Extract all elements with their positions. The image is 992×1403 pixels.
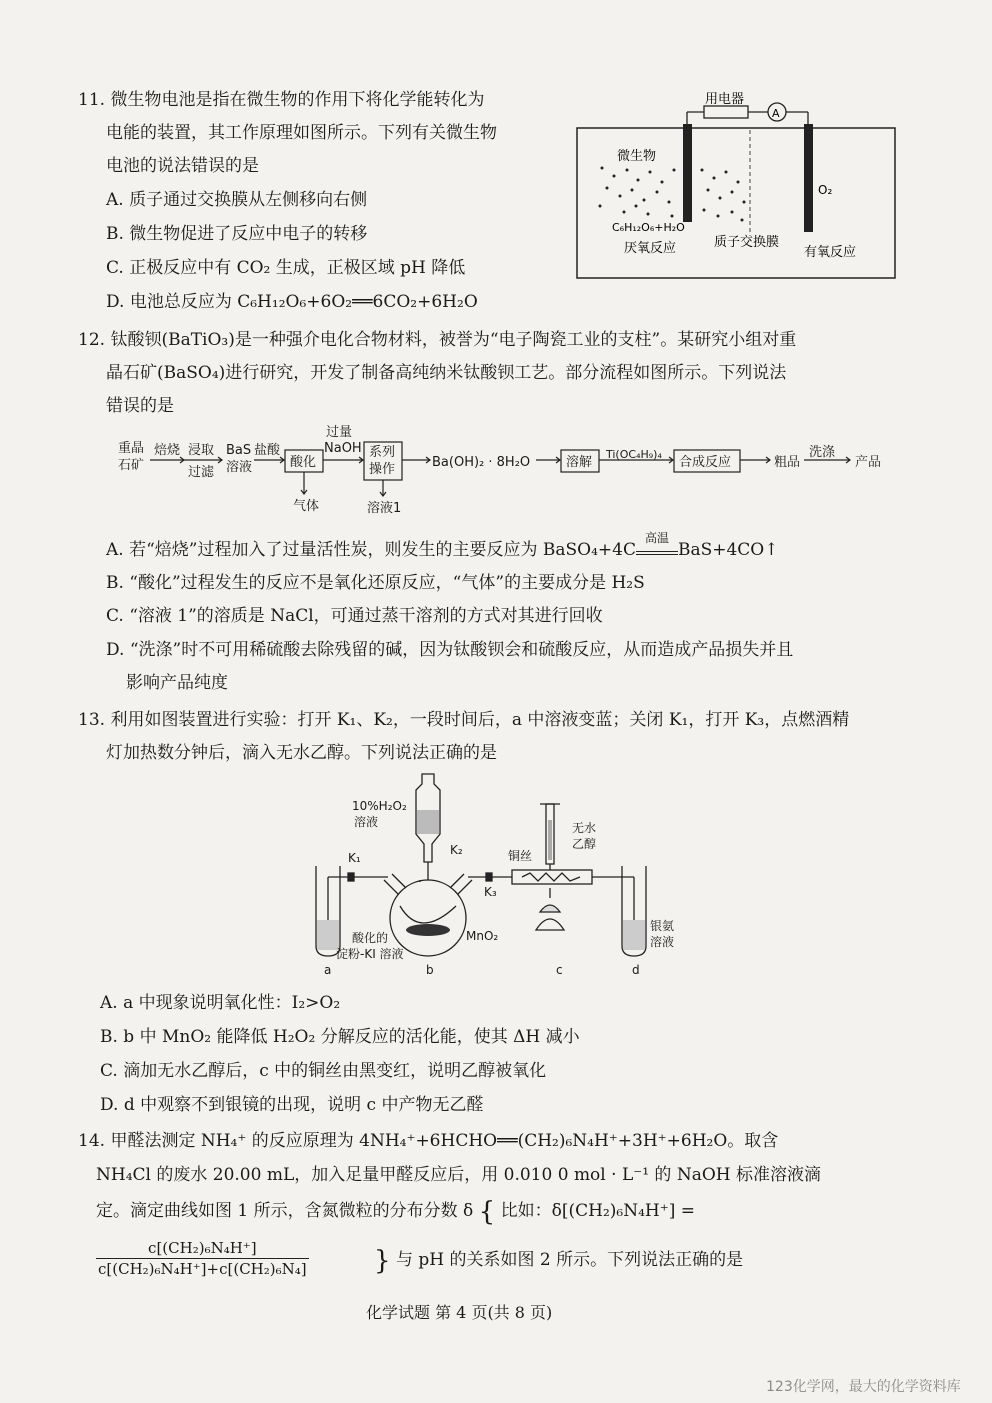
right-brace: }: [374, 1246, 391, 1276]
silver-line1: 银氨: [650, 919, 675, 933]
glucose-label: C₆H₁₂O₆+H₂O: [612, 221, 685, 234]
left-brace: {: [478, 1197, 496, 1227]
baoh-label: Ba(OH)₂ · 8H₂O: [432, 455, 531, 470]
acidify-label: 酸化: [290, 455, 317, 470]
ore-line1: 重晶: [118, 441, 145, 456]
series-line2: 操作: [369, 462, 396, 477]
q11-option-d: D. 电池总反应为 C₆H₁₂O₆+6O₂══6CO₂+6H₂O: [106, 292, 478, 312]
label-c: c: [556, 963, 563, 977]
ore-line2: 石矿: [118, 458, 145, 473]
wash-label: 洗涤: [809, 445, 836, 460]
watermark: 123化学网，最大的化学资料库: [766, 1379, 961, 1395]
ethanol-line1: 无水: [572, 821, 597, 835]
q12-option-a-text: A. 若“焙烧”过程加入了过量活性炭，则发生的主要反应为 BaSO₄+4C: [106, 540, 636, 560]
microbial-cell-diagram: [572, 86, 902, 282]
q13-option-a: A. a 中现象说明氧化性：I₂>O₂: [100, 993, 341, 1013]
crude-label: 粗品: [774, 455, 801, 470]
fraction-numerator: c[(CH₂)₆N₄H⁺]: [96, 1238, 309, 1259]
q12-stem-line3: 错误的是: [106, 396, 174, 416]
q12-option-b: B. “酸化”过程发生的反应不是氧化还原反应，“气体”的主要成分是 H₂S: [106, 573, 645, 593]
product-label: 产品: [855, 455, 882, 470]
aerobic-label: 有氧反应: [804, 245, 857, 260]
q14-stem-line4-text: 与 pH 的关系如图 2 所示。下列说法正确的是: [395, 1250, 744, 1270]
q14-stem-line1: 14. 甲醛法测定 NH₄⁺ 的反应原理为 4NH₄⁺+6HCHO══(CH₂)₆N₄H⁺+3H⁺+6H₂O。取含: [78, 1131, 779, 1151]
q12-stem-line1: 12. 钛酸钡(BaTiO₃)是一种强介电化合物材料，被誉为“电子陶瓷工业的支柱”。某研究小组对重: [78, 330, 797, 350]
q13-stem-line2: 灯加热数分钟后，滴入无水乙醇。下列说法正确的是: [106, 743, 497, 763]
o2-label: O₂: [818, 183, 833, 197]
high-temp-condition: [636, 531, 678, 555]
microbe-label: 微生物: [617, 149, 657, 164]
q13-option-c: C. 滴加无水乙醇后，c 中的铜丝由黑变红，说明乙醇被氧化: [100, 1061, 547, 1081]
q14-stem-line3-text: 定。滴定曲线如图 1 所示，含氮微粒的分布分数 δ: [96, 1201, 474, 1221]
roast-label: 焙烧: [154, 443, 181, 458]
label-a: a: [324, 963, 332, 977]
ki-line1: 酸化的: [352, 931, 389, 945]
label-d: d: [632, 963, 640, 977]
q14-stem-line2: NH₄Cl 的废水 20.00 mL，加入足量甲醛反应后，用 0.010 0 mol · L⁻¹ 的 NaOH 标准溶液滴: [96, 1165, 822, 1185]
label-b: b: [426, 963, 434, 977]
q12-stem-line2: 晶石矿(BaSO₄)进行研究，开发了制备高纯纳米钛酸钡工艺。部分流程如图所示。下列说法: [106, 363, 787, 383]
leach-label1: 浸取: [188, 443, 215, 458]
ethanol-line2: 乙醇: [572, 837, 597, 851]
hcl-label: 盐酸: [254, 443, 281, 458]
q14-stem-line4: [374, 1246, 744, 1276]
leach-label2: 过滤: [188, 465, 215, 480]
q11-option-b: B. 微生物促进了反应中电子的转移: [106, 224, 368, 244]
appliance-label: 用电器: [705, 92, 745, 107]
q11-stem-line2: 电能的装置，其工作原理如图所示。下列有关微生物: [106, 123, 497, 143]
q12-option-d-line2: 影响产品纯度: [126, 673, 228, 693]
high-temp-label: 高温: [644, 531, 669, 545]
q12-option-a: [106, 531, 779, 562]
series-line1: 系列: [369, 445, 396, 460]
k1-label: K₁: [348, 851, 361, 865]
bas-line2: 溶液: [226, 460, 253, 475]
membrane-label: 质子交换膜: [714, 235, 780, 250]
q11-stem-line1: 11. 微生物电池是指在微生物的作用下将化学能转化为: [78, 90, 485, 110]
page-footer: 化学试题 第 4 页(共 8 页): [366, 1303, 553, 1322]
mno2-label: MnO₂: [466, 929, 499, 943]
q13-option-b: B. b 中 MnO₂ 能降低 H₂O₂ 分解反应的活化能，使其 ΔH 减小: [100, 1027, 580, 1047]
q13-stem-line1: 13. 利用如图装置进行实验：打开 K₁、K₂，一段时间后，a 中溶液变蓝；关闭 K₁，打开 K₃，点燃酒精: [78, 710, 850, 730]
q11-stem-line3: 电池的说法错误的是: [106, 156, 259, 176]
gas-label: 气体: [293, 499, 320, 514]
q13-option-d: D. d 中观察不到银镜的出现，说明 c 中产物无乙醛: [100, 1095, 484, 1115]
ammeter-label: A: [772, 107, 780, 120]
synth-label: 合成反应: [679, 455, 732, 470]
h2o2-line2: 溶液: [354, 815, 379, 829]
copper-label: 铜丝: [508, 849, 533, 863]
q14-stem-line3: [96, 1197, 695, 1227]
q14-stem-line3-example: 比如：δ[(CH₂)₆N₄H⁺] =: [500, 1201, 695, 1221]
bas-line1: BaS: [226, 443, 252, 458]
ti-label: Ti(OC₄H₉)₄: [606, 448, 662, 461]
k3-label: K₃: [484, 885, 497, 899]
h2o2-line1: 10%H₂O₂: [352, 799, 407, 813]
q12-option-c: C. “溶液 1”的溶质是 NaCl，可通过蒸干溶剂的方式对其进行回收: [106, 606, 603, 626]
dissolve-label: 溶解: [566, 455, 593, 470]
q12-option-d-line1: D. “洗涤”时不可用稀硫酸去除残留的碱，因为钛酸钡会和硫酸反应，从而造成产品损失并且: [106, 640, 794, 660]
silver-line2: 溶液: [650, 935, 675, 949]
k2-label: K₂: [450, 843, 463, 857]
q11-option-a: A. 质子通过交换膜从左侧移向右侧: [106, 190, 368, 210]
excess-line1: 过量: [326, 425, 353, 440]
q12-option-a-tail: BaS+4CO↑: [677, 540, 779, 560]
process-flowchart: [110, 424, 900, 524]
solution1-label: 溶液1: [367, 501, 402, 516]
ki-line2: 淀粉-KI 溶液: [336, 947, 404, 961]
apparatus-diagram: [300, 770, 680, 982]
anaerobic-label: 厌氧反应: [624, 241, 677, 256]
q11-option-c: C. 正极反应中有 CO₂ 生成，正极区域 pH 降低: [106, 258, 466, 278]
fraction-denominator: c[(CH₂)₆N₄H⁺]+c[(CH₂)₆N₄]: [98, 1260, 307, 1278]
delta-fraction: [96, 1238, 309, 1279]
excess-line2: NaOH: [324, 441, 362, 456]
